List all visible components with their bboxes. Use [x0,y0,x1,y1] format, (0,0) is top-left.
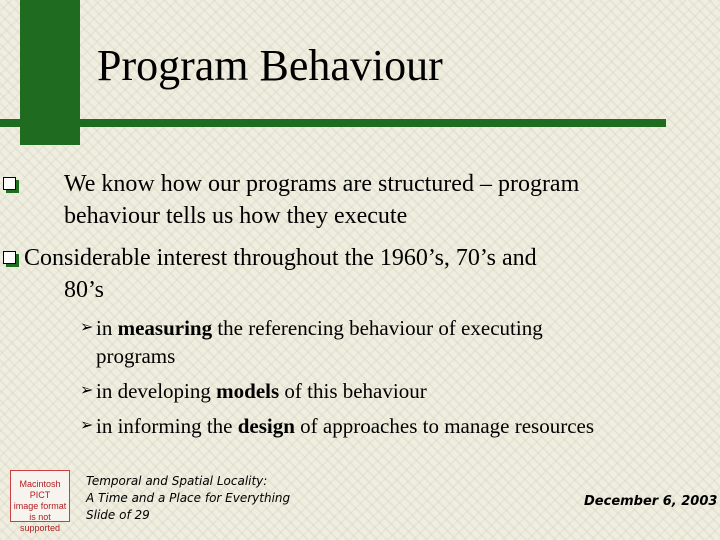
placeholder-text: Macintosh PICT [19,479,61,500]
sub-bullet-text: in informing the design of approaches to manage resources [96,414,595,438]
arrow-bullet-icon: ➢ [80,319,94,336]
checkbox-bullet-icon [3,251,16,264]
bullet-item [0,242,720,312]
bullet-text-line: behaviour tells us how they execute [64,203,408,229]
arrow-bullet-icon: ➢ [80,382,94,399]
sub-bullet-text: in developing models of this behaviour [96,379,427,403]
bullet-text-line: Considerable interest throughout the 1960’s, 70’s and [24,245,537,271]
sub-bullet-text: in measuring the referencing behaviour of executing [96,316,543,340]
unsupported-image-placeholder [10,470,70,533]
bullet-text-line: We know how our programs are structured – program [64,171,580,197]
placeholder-text: image format [13,501,67,511]
sub-bullet-item [0,377,720,405]
checkbox-bullet-icon [3,177,16,190]
footer-slide-number: Slide of 29 [86,508,150,522]
bullet-text-line: 80’s [64,277,105,303]
footer-course-info [86,473,290,524]
placeholder-text: is not supported [19,512,61,533]
sub-bullet-item [0,314,720,370]
footer-line: Temporal and Spatial Locality: [86,474,268,488]
sub-bullet-item [0,412,720,440]
sub-bullet-text-line2: programs [96,344,176,368]
title-accent-bar-horizontal [0,119,666,127]
bullet-item [0,168,720,238]
footer-line: A Time and a Place for Everything [86,491,291,505]
footer-date: December 6, 2003 [584,494,718,509]
arrow-bullet-icon: ➢ [80,417,94,434]
slide-title: Program Behaviour [97,41,443,90]
